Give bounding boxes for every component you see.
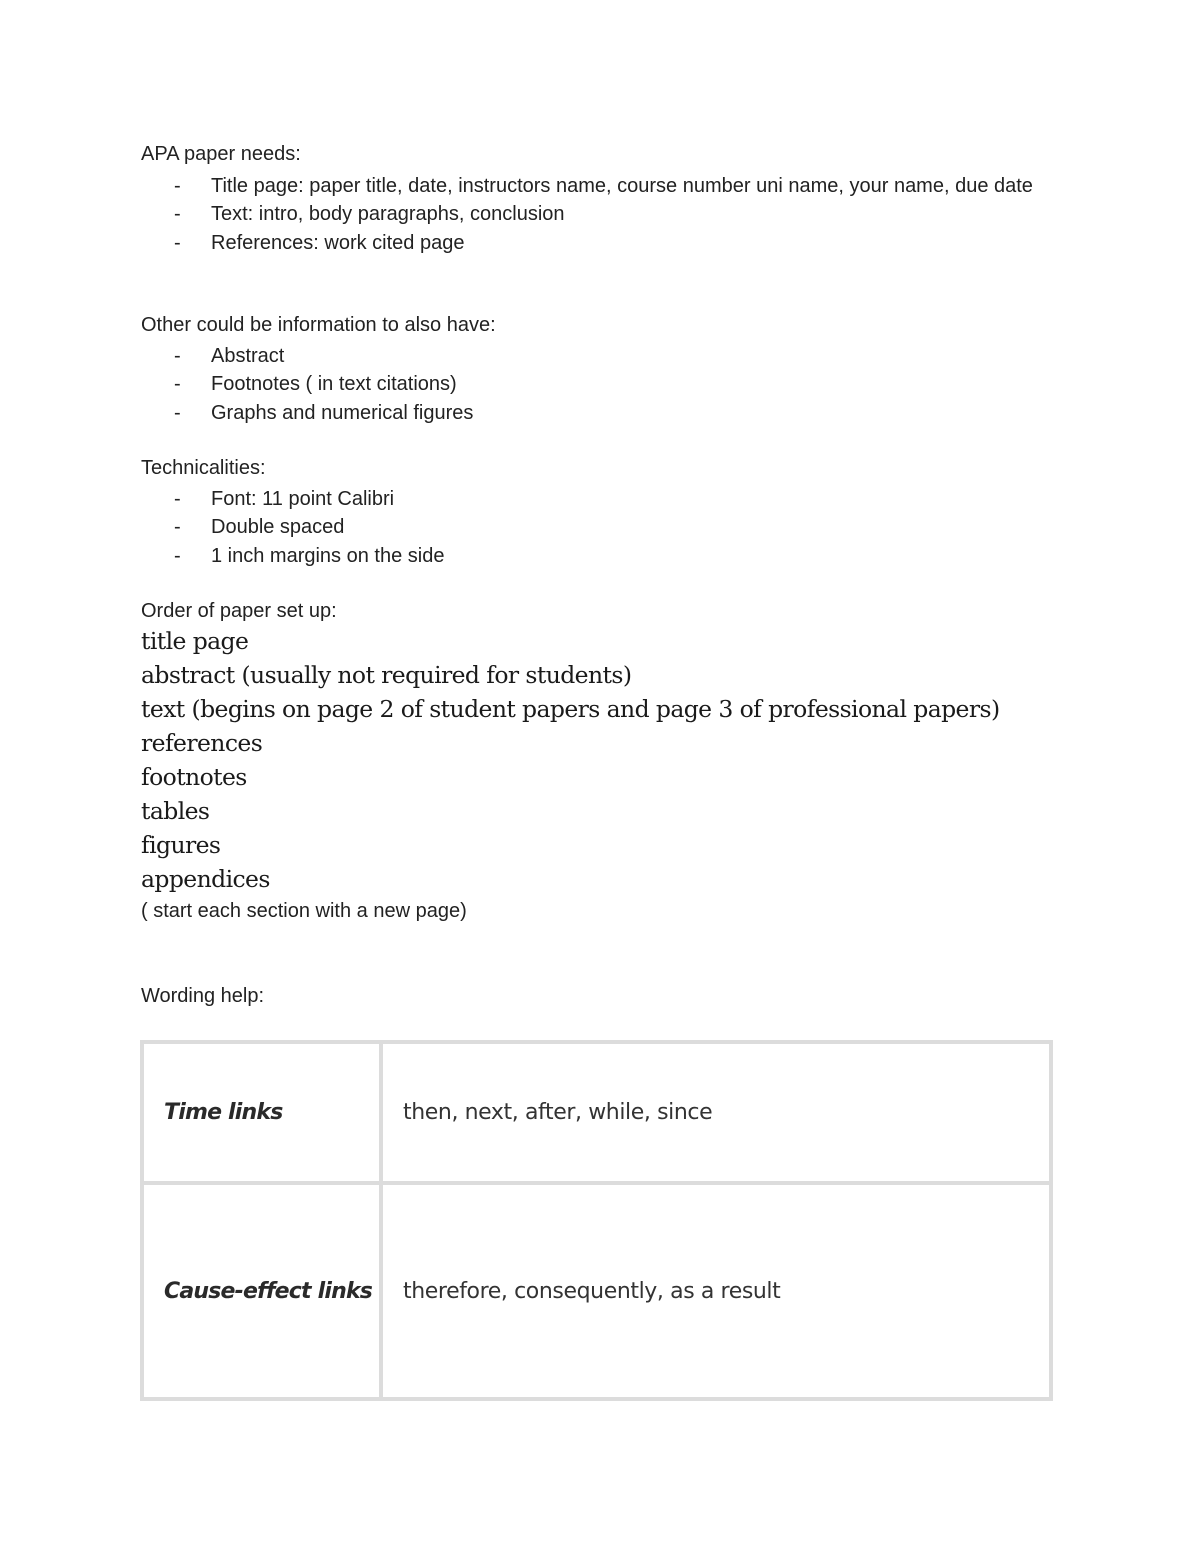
other-info-heading: Other could be information to also have:	[141, 314, 496, 336]
dash-bullet: -	[174, 231, 181, 254]
order-list	[141, 624, 1000, 896]
dash-bullet: -	[174, 373, 181, 396]
apa-needs-heading: APA paper needs:	[141, 143, 301, 165]
list-item: - Abstract	[0, 342, 1071, 370]
technicalities-heading: Technicalities:	[141, 457, 266, 479]
list-item: - Font: 11 point Calibri	[0, 485, 1071, 513]
term-cell: Cause-effect links	[142, 1183, 381, 1399]
wording-help-heading: Wording help:	[141, 985, 265, 1007]
order-heading: Order of paper set up:	[141, 600, 337, 622]
dash-bullet: -	[174, 175, 181, 197]
dash-bullet: -	[174, 516, 181, 539]
list-item: figures	[141, 831, 221, 859]
apa-needs-list	[0, 172, 1071, 257]
list-item: - References: work cited page	[0, 229, 1071, 257]
dash-bullet: -	[174, 203, 181, 226]
list-item: appendices	[141, 865, 270, 893]
table-row	[142, 1183, 1051, 1399]
other-info-list	[0, 342, 1071, 427]
list-item: text (begins on page 2 of student papers and page 3 of professional papers)	[141, 695, 1000, 723]
term-cell: Time links	[142, 1042, 381, 1183]
technicalities-list	[0, 485, 1071, 570]
list-item: abstract (usually not required for students)	[141, 661, 632, 689]
list-item: - Text: intro, body paragraphs, conclusion	[0, 200, 1071, 228]
list-item: - Graphs and numerical figures	[0, 399, 1071, 427]
list-item: tables	[141, 797, 210, 825]
list-item: - Double spaced	[0, 513, 1071, 541]
list-item: - Footnotes ( in text citations)	[0, 370, 1071, 398]
dash-bullet: -	[174, 488, 181, 510]
examples-cell: then, next, after, while, since	[381, 1042, 1051, 1183]
list-item: title page	[141, 627, 249, 655]
examples-cell: therefore, consequently, as a result	[381, 1183, 1051, 1399]
table-row	[142, 1042, 1051, 1183]
dash-bullet: -	[174, 345, 181, 367]
wording-help-table	[140, 1040, 1053, 1401]
list-item: - Title page: paper title, date, instructors name, course number uni name, your name, due date	[0, 172, 1071, 200]
list-item: references	[141, 729, 263, 757]
dash-bullet: -	[174, 401, 181, 424]
list-item: footnotes	[141, 763, 247, 791]
dash-bullet: -	[174, 544, 181, 567]
order-note: ( start each section with a new page)	[141, 900, 467, 922]
list-item: - 1 inch margins on the side	[0, 542, 1071, 570]
